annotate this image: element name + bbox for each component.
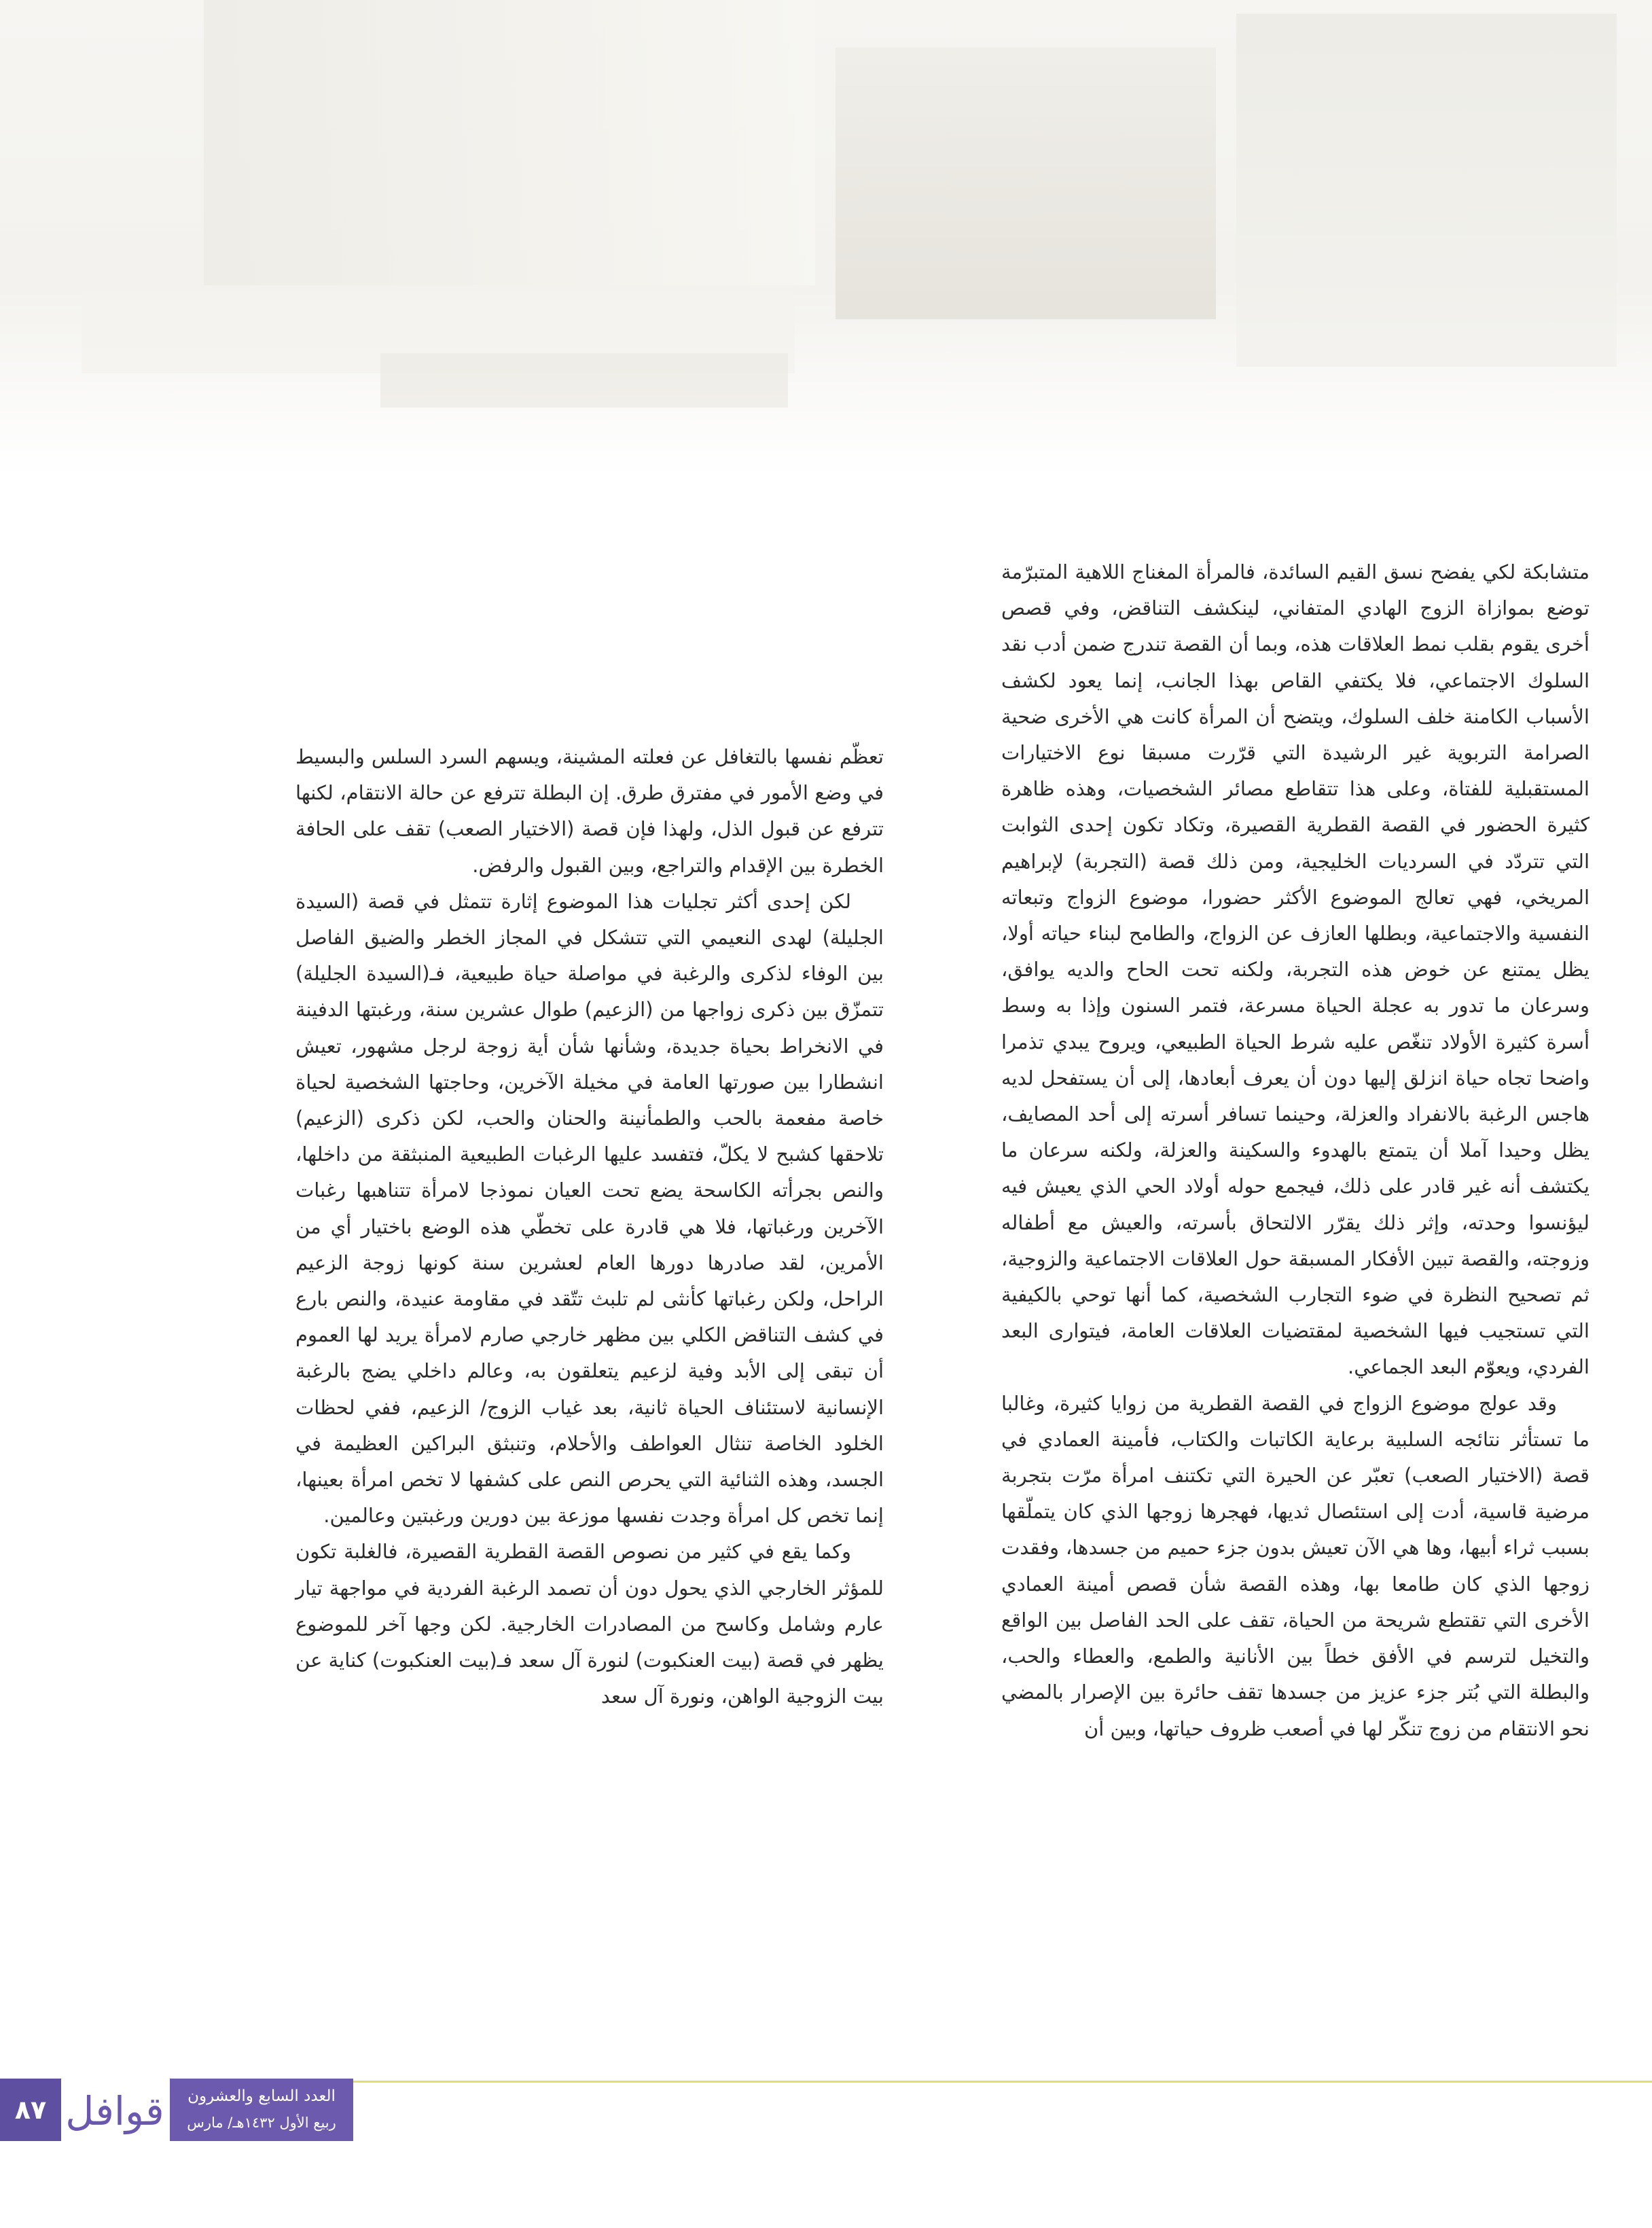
paragraph: وقد عولج موضوع الزواج في القصة القطرية من زوايا كثيرة، وغالبا ما تستأثر نتائجه السلبية برعاية الكاتبات والكتاب، فأمينة العمادي في قصة (الاختيار الصعب) تعبّر عن الحيرة التي تكتنف امرأة مرّت بتجربة مرضية قاسية، أدت إلى استئصال ثديها، فهجرها زوجها الذي كان يتملّقها بسبب ثراء أبيها، وها هي الآن تعيش بدون جزء حميم من جسدها، وفقدت زوجها الذي كان طامعا بها، وهذه القصة شأن قصص أمينة العمادي الأخرى التي تقتطع شريحة من الحياة، تقف على الحد الفاصل بين الواقع والتخيل لترسم في الأفق خطاً بين الأنانية والطمع، والعطاء والحب، والبطلة التي بُتر جزء عزيز من جسدها تقف حائرة بين الإصرار بالمضي نحو الانتقام من زوج تنكّر لها في أصعب ظروف حياتها، وبين أن xyxy=(1001,1391,1590,1740)
paragraph: وكما يقع في كثير من نصوص القصة القطرية القصيرة، فالغلبة تكون للمؤثر الخارجي الذي يحول دون أن تصمد الرغبة الفردية في مواجهة تيار عارم وشامل وكاسح من المصادرات الخارجية. لكن وجها آخر للموضوع يظهر في قصة (بيت العنكبوت) لنورة آل سعد فـ(بيت العنكبوت) كناية عن بيت الزوجية الواهن، ونورة آل سعد xyxy=(295,1540,884,1708)
footer-rule xyxy=(353,2081,1652,2083)
article-column-left xyxy=(295,739,884,1714)
paragraph: تعظّم نفسها بالتغافل عن فعلته المشينة، ويسهم السرد السلس والبسيط في وضع الأمور في مفترق طرق. إن البطلة تترفع عن حالة الانتقام، لكنها تترفع عن قبول الذل، ولهذا فإن قصة (الاختيار الصعب) تقف على الحافة الخطرة بين الإقدام والتراجع، وبين القبول والرفض. xyxy=(295,745,884,877)
magazine-logo: قوافل xyxy=(65,2088,164,2134)
page-footer xyxy=(0,2079,1652,2157)
paragraph: لكن إحدى أكثر تجليات هذا الموضوع إثارة تتمثل في قصة (السيدة الجليلة) لهدى النعيمي التي تتشكل في المجاز الخطر والضيق الفاصل بين الوفاء لذكرى والرغبة في مواصلة حياة طبيعية، فـ(السيدة الجليلة) تتمزّق بين ذكرى زواجها من (الزعيم) طوال عشرين سنة، ورغبتها الدفينة في الانخراط بحياة جديدة، وشأنها شأن أية زوجة لرجل مشهور، تعيش انشطارا بين صورتها العامة في مخيلة الآخرين، وحاجتها الشخصية لحياة خاصة مفعمة بالحب والطمأنينة والحنان والحب، لكن ذكرى (الزعيم) تلاحقها كشبح لا يكلّ، فتفسد عليها الرغبات الطبيعية المنبثقة من داخلها، والنص بجرأته الكاسحة يضع تحت العيان نموذجا لامرأة تتناهبها رغبات الآخرين ورغباتها، فلا هي قادرة على تخطّي هذه الوضع باختيار أي من الأمرين، لقد صادرها دورها العام لعشرين سنة كونها زوجة الزعيم الراحل، ولكن رغباتها كأنثى لم تلبث تتّقد في مقاومة عنيدة، والنص بارع في كشف التناقض الكلي بين مظهر خارجي صارم لامرأة يريد لها العموم أن تبقى إلى الأبد وفية لزعيم يتعلقون به، وعالم داخلي يضج بالرغبة الإنسانية لاستئناف الحياة ثانية، بعد غياب الزوج/ الزعيم، ففي لحظات الخلود الخاصة تنثال العواطف والأحلام، وتنبثق البراكين العظيمة في الجسد، وهذه الثنائية التي يحرص النص على كشفها لا تخص امرأة بعينها، إنما تخص كل امرأة وجدت نفسها موزعة بين دورين ورغبتين وعالمين. xyxy=(295,889,884,1528)
paragraph: متشابكة لكي يفضح نسق القيم السائدة، فالمرأة المغناج اللاهية المتبرّمة توضع بموازاة الزوج الهادي المتفاني، لينكشف التناقض، وفي قصص أخرى يقوم بقلب نمط العلاقات هذه، وبما أن القصة تندرج ضمن أدب نقد السلوك الاجتماعي، فلا يكتفي القاص بهذا الجانب، إنما يعود لكشف الأسباب الكامنة خلف السلوك، ويتضح أن المرأة كانت هي الأخرى ضحية الصرامة التربوية غير الرشيدة التي قرّرت مسبقا نوع الاختيارات المستقبلية للفتاة، وعلى هذا تتقاطع مصائر الشخصيات، وهذه ظاهرة كثيرة الحضور في القصة القطرية القصيرة، وتكاد تكون إحدى الثوابت التي تتردّد في السرديات الخليجية، ومن ذلك قصة (التجربة) لإبراهيم المريخي، فهي تعالج الموضوع الأكثر حضورا، موضوع الزواج وتبعاته النفسية والاجتماعية، وبطلها العازف عن الزواج، والطامح لبناء حياته أولا، يظل يمتنع عن خوض هذه التجربة، ولكنه تحت الحاح والديه يوافق، وسرعان ما تدور به عجلة الحياة مسرعة، فتمر السنون وإذا به وسط أسرة كثيرة الأولاد تنغّص عليه شرط الحياة الطبيعي، ويروح يبدي تذمرا واضحا تجاه حياة انزلق إليها دون أن يعرف أبعادها، إلى أن يستفحل لديه هاجس الرغبة بالانفراد والعزلة، وحينما تسافر أسرته إلى أحد المصايف، يظل وحيدا آملا أن يتمتع بالهدوء والسكينة والعزلة، ولكنه سرعان ما يكتشف أنه غير قادر على ذلك، فيجمع حوله أولاد الحي الذي يعيش فيه ليؤنسوا وحدته، وإثر ذلك يقرّر الالتحاق بأسرته، والعيش مع أطفاله وزوجته، والقصة تبين الأفكار المسبقة حول العلاقات الاجتماعية والزوجية، ثم تصحيح النظرة في ضوء التجارب الشخصية، كما أنها توحي بالكيفية التي تستجيب فيها الشخصية لمقتضيات العلاقات العامة، فيتوارى البعد الفردي، ويعوّم البعد الجماعي. xyxy=(1001,560,1590,1379)
header-photo xyxy=(0,0,1652,475)
issue-date: ربيع الأول ١٤٣٢هـ/ مارس ٢٠١١م xyxy=(187,2115,336,2157)
article-column-right xyxy=(1001,554,1590,1747)
issue-number: العدد السابع والعشرون xyxy=(187,2087,336,2105)
page-number: ٨٧ xyxy=(0,2079,61,2141)
issue-info xyxy=(170,2079,353,2157)
